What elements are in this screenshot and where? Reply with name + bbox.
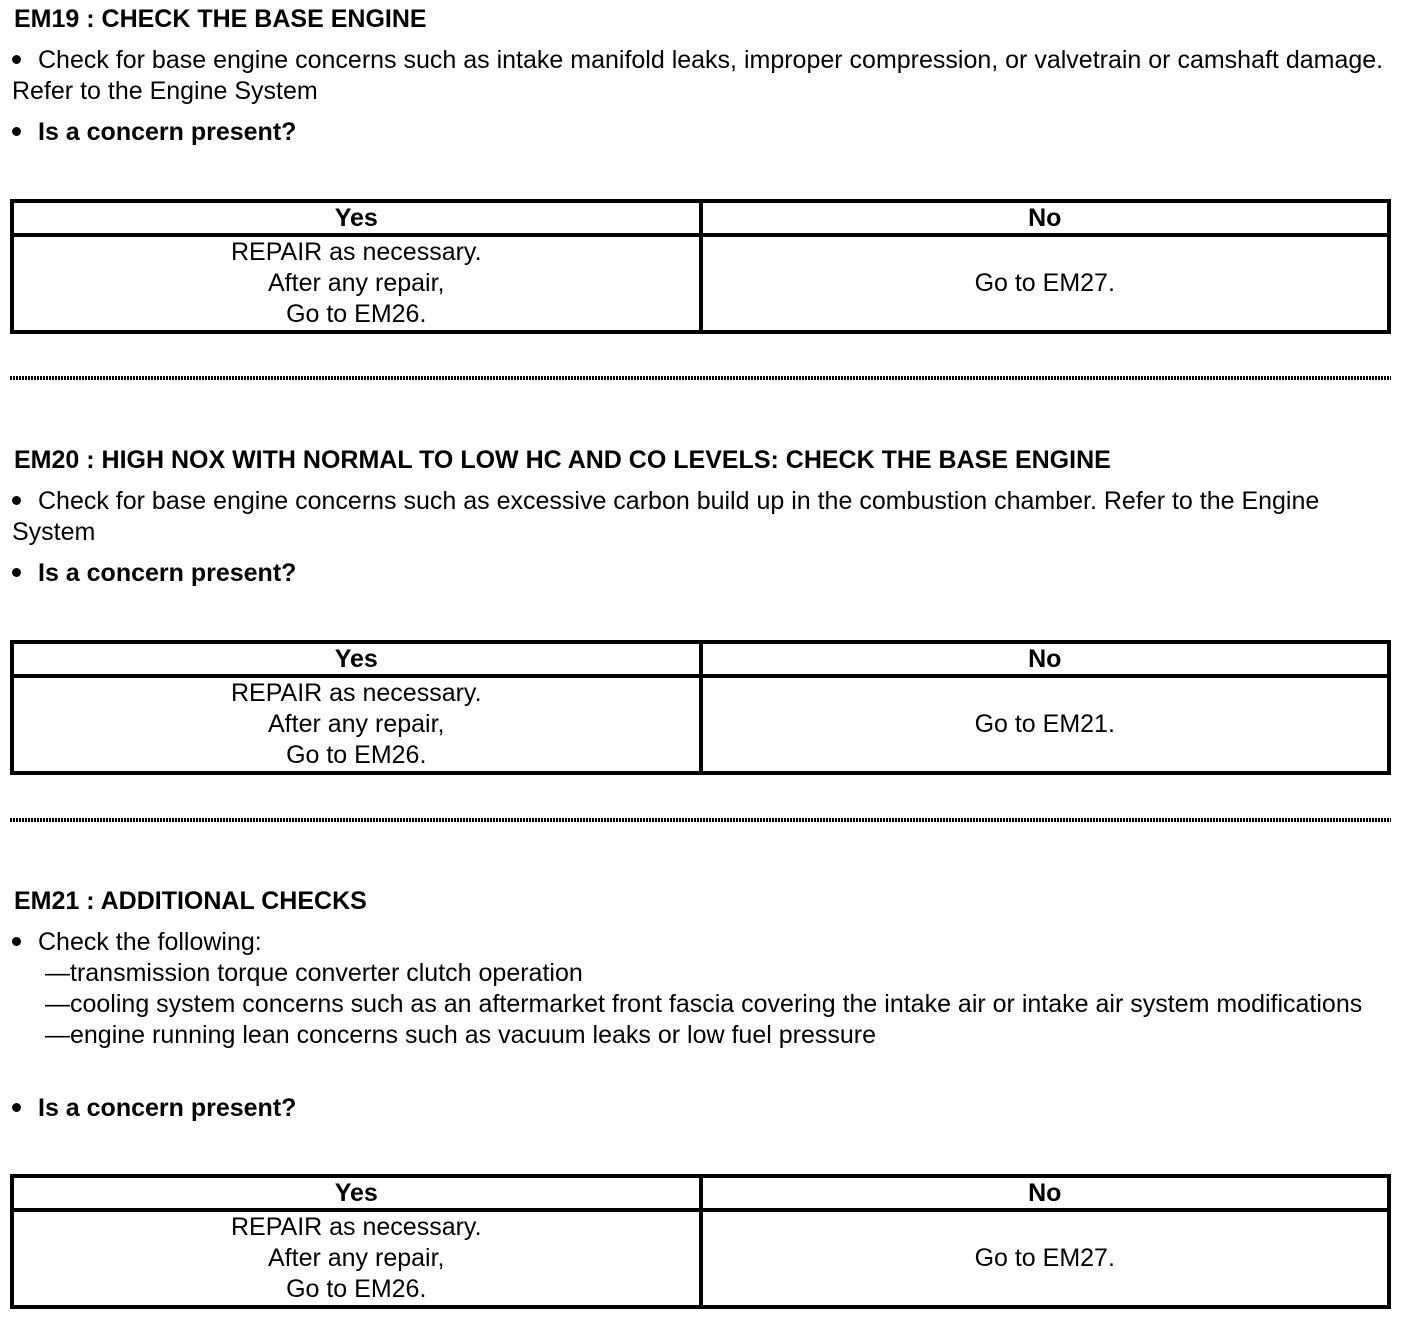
no-cell: Go to EM27. — [701, 1210, 1390, 1307]
yes-line: REPAIR as necessary. — [230, 1213, 482, 1241]
no-cell: Go to EM27. — [701, 235, 1390, 332]
yes-header: Yes — [12, 201, 701, 235]
yes-header: Yes — [12, 642, 701, 676]
yes-line: Go to EM26. — [286, 1275, 427, 1303]
yes-line: After any repair, — [268, 710, 445, 738]
instruction-text: Check for base engine concerns such as excessive carbon build up in the combustion chamber. Refer to the Engine System — [12, 487, 1320, 546]
yes-cell — [12, 235, 701, 332]
yes-no-table — [10, 1174, 1391, 1309]
question-text: Is a concern present? — [38, 559, 297, 587]
yes-line: Go to EM26. — [286, 741, 427, 769]
no-header: No — [701, 642, 1390, 676]
question-bullet — [12, 1093, 1394, 1124]
instruction-text: Check for base engine concerns such as intake manifold leaks, improper compression, or valvetrain or camshaft damage. Refer to the Engine System — [12, 46, 1384, 105]
yes-cell — [12, 676, 701, 773]
bullet-icon — [12, 937, 21, 946]
bullet-icon — [12, 127, 21, 136]
check-sub-item: —cooling system concerns such as an aftermarket front fascia covering the intake air or intake air system modifications — [45, 990, 1363, 1018]
yes-no-table — [10, 640, 1391, 775]
yes-line: After any repair, — [268, 1244, 445, 1272]
yes-line: Go to EM26. — [286, 300, 427, 328]
instruction-bullet — [12, 45, 1394, 107]
question-bullet — [12, 117, 1394, 148]
question-bullet — [12, 558, 1394, 589]
check-sub-item: —transmission torque converter clutch operation — [45, 959, 583, 987]
bullet-icon — [12, 496, 21, 505]
instruction-text: Check the following: — [38, 928, 262, 956]
check-sub-item: —engine running lean concerns such as vacuum leaks or low fuel pressure — [45, 1021, 877, 1049]
check-sub-list — [45, 958, 1395, 1051]
section-divider — [10, 376, 1391, 380]
step-title: EM19 : CHECK THE BASE ENGINE — [14, 5, 427, 33]
yes-header: Yes — [12, 1176, 701, 1210]
bullet-icon — [12, 568, 21, 577]
yes-line: REPAIR as necessary. — [230, 238, 482, 266]
section-divider — [10, 818, 1391, 822]
no-header: No — [701, 201, 1390, 235]
yes-line: REPAIR as necessary. — [230, 679, 482, 707]
yes-line: After any repair, — [268, 269, 445, 297]
no-header: No — [701, 1176, 1390, 1210]
bullet-icon — [12, 1103, 21, 1112]
question-text: Is a concern present? — [38, 118, 297, 146]
instruction-bullet — [12, 927, 1394, 958]
step-title: EM20 : HIGH NOX WITH NORMAL TO LOW HC AND CO LEVELS: CHECK THE BASE ENGINE — [14, 446, 1111, 474]
bullet-icon — [12, 55, 21, 64]
yes-no-table — [10, 199, 1391, 334]
step-title: EM21 : ADDITIONAL CHECKS — [14, 887, 367, 915]
no-cell: Go to EM21. — [701, 676, 1390, 773]
question-text: Is a concern present? — [38, 1094, 297, 1122]
yes-cell — [12, 1210, 701, 1307]
instruction-bullet — [12, 486, 1394, 548]
